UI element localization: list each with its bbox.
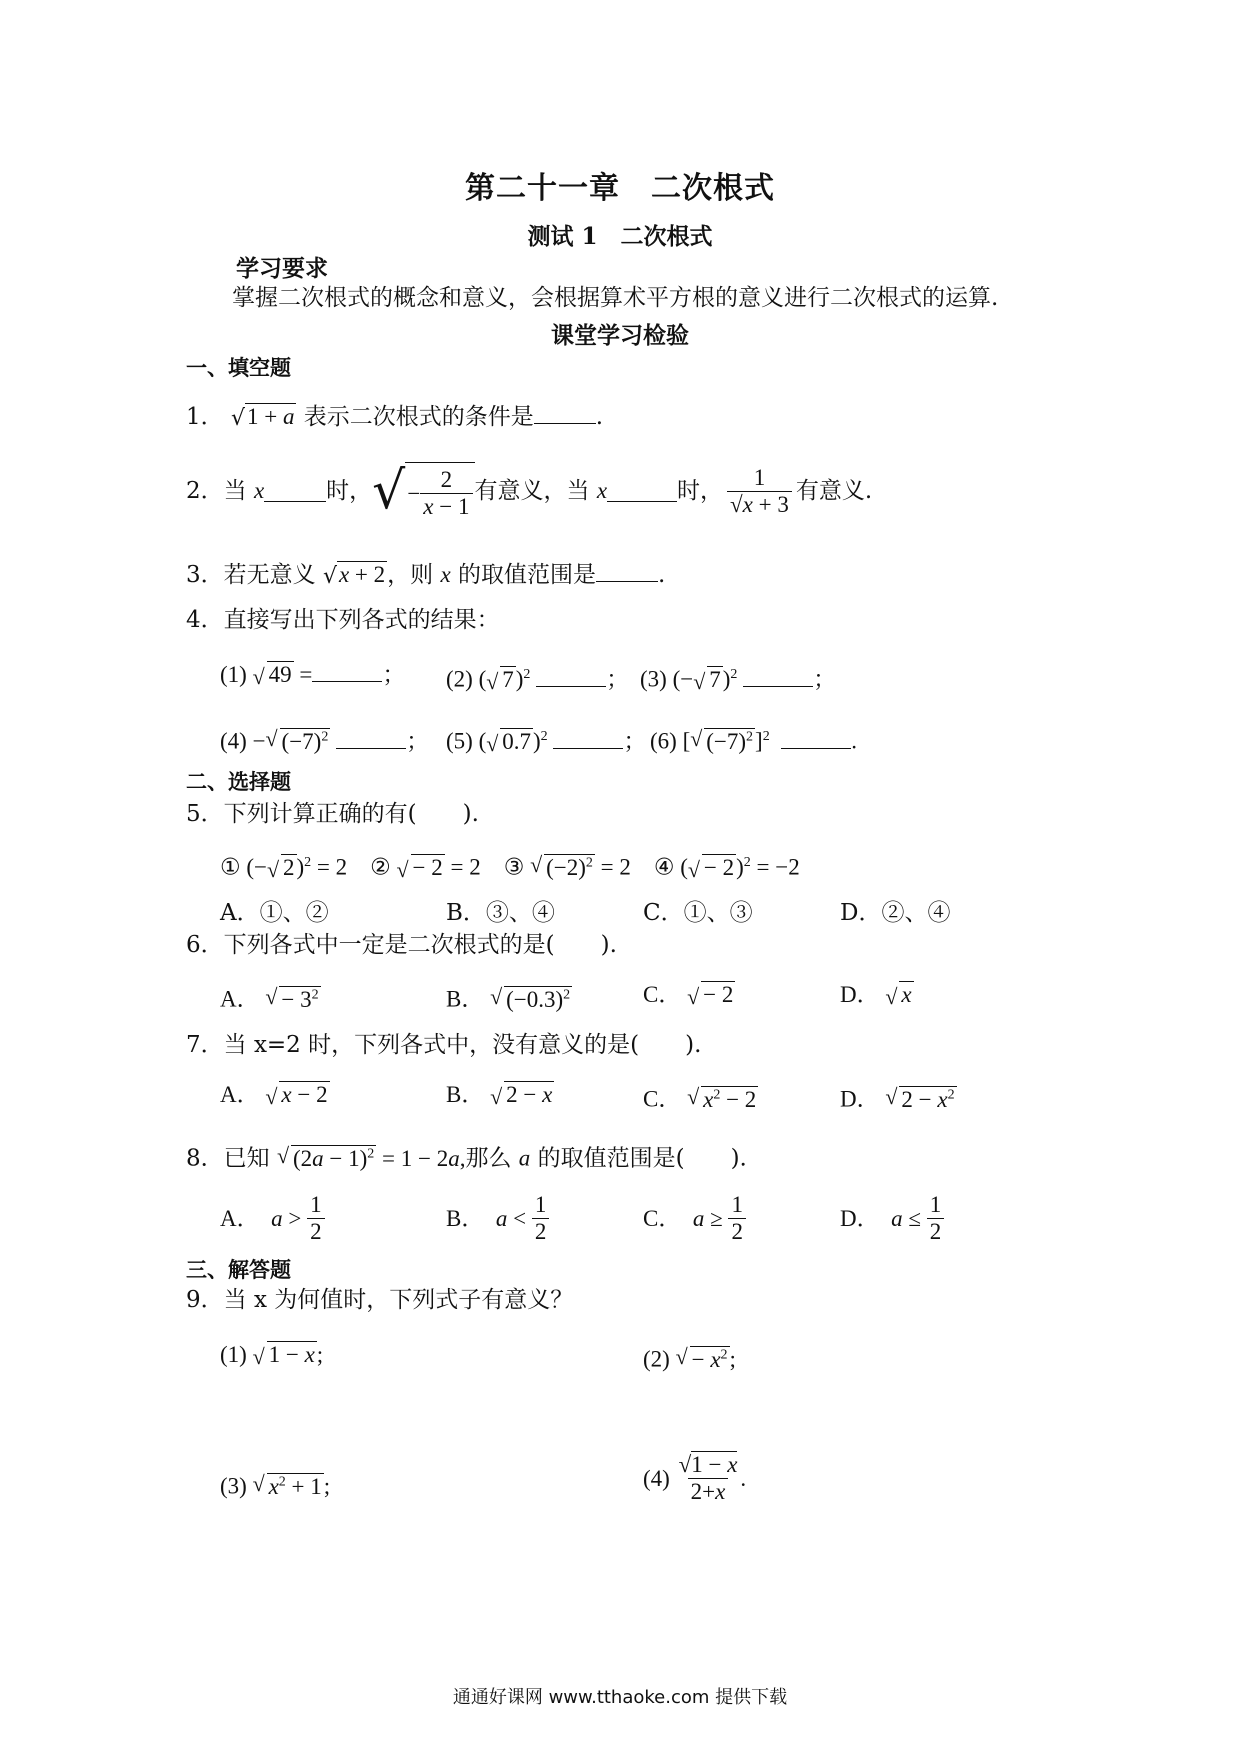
q4-part-3: (3) (− √ 7)$^2$ ；	[640, 666, 837, 694]
option-c[interactable]: C．①、③	[643, 900, 753, 926]
footer-text: 通通好课网 www.tthaoke.com 提供下载	[452, 1687, 788, 1708]
answer-blank[interactable]	[596, 561, 658, 582]
question-text: 表示二次根式的条件是	[303, 404, 534, 430]
radical-sign: √	[372, 461, 406, 522]
option-c[interactable]: C． √ − 2	[643, 982, 734, 1009]
question-7: 7．当 x=2 时，下列各式中，没有意义的是( ).	[186, 1032, 702, 1058]
q4-part-6: (6) [ √ $(-7)^2]^2$ .	[650, 726, 857, 754]
option-d[interactable]: D．②、④	[840, 900, 951, 926]
q9-part-1: (1) √ 1 − x;	[220, 1342, 324, 1369]
q4-part-2: (2) ( √ 7)$^2$ ；	[446, 666, 630, 694]
option-b[interactable]: B． √ 2 − x	[446, 1082, 553, 1109]
requirements-heading: 学习要求	[236, 255, 328, 282]
class-check-heading: 课堂学习检验	[551, 322, 689, 349]
option-d[interactable]: D． a ≤ $\frac{1}{2}$	[840, 1192, 944, 1246]
test-title: 测试 1 二次根式	[527, 223, 713, 250]
question-1: 1． √ 1 + a 表示二次根式的条件是 .	[186, 404, 604, 431]
q5-statements: ① (− √ 2)$^2$ = 2 ② √ − 2 = 2 ③ √ $(-2)^2 = 2$ ④ ( √ − 2)$^2$ = −2	[220, 852, 800, 882]
answer-blank[interactable]	[264, 481, 326, 502]
answer-blank[interactable]	[534, 403, 596, 424]
question-9: 9．当 x 为何值时，下列式子有意义？	[186, 1287, 574, 1313]
option-b[interactable]: B． √ $(-0.3)^2$	[446, 984, 571, 1012]
question-6: 6．下列各式中一定是二次根式的是( ).	[186, 932, 617, 958]
answer-blank[interactable]	[781, 728, 851, 749]
section-answer: 三、解答题	[186, 1257, 291, 1282]
fraction-expression: $\frac{1}{√x + 3}$	[727, 465, 792, 519]
q9-part-3: (3) √ $x^2 + 1$;	[220, 1471, 331, 1499]
option-c[interactable]: C． a ≥ $\frac{1}{2}$	[643, 1192, 746, 1246]
requirements-text: 掌握二次根式的概念和意义，会根据算术平方根的意义进行二次根式的运算.	[232, 285, 999, 311]
option-a[interactable]: A．①、②	[220, 900, 329, 926]
answer-blank[interactable]	[336, 728, 406, 749]
question-2: 2．当 x 时， √ − $\frac{2}{x - 1}$ 有意义，当 x 时， $\frac{1}{√x + 3}$ 有意义.	[186, 461, 873, 522]
option-b[interactable]: B．③、④	[446, 900, 555, 926]
answer-blank[interactable]	[536, 666, 606, 687]
q4-part-4: (4) − √ $(-7)^2$ ；	[220, 726, 430, 754]
q4-part-5: (5) ( √ 0.7)$^2$ ；	[446, 728, 647, 756]
q9-part-2: (2) √ − $x^2$;	[643, 1344, 736, 1372]
option-a[interactable]: A． √ x − 2	[220, 1082, 328, 1109]
option-d[interactable]: D． √ x	[840, 982, 912, 1009]
question-5: 5．下列计算正确的有( ).	[186, 801, 479, 827]
answer-blank[interactable]	[743, 666, 813, 687]
option-c[interactable]: C． √ $x^2 - 2$	[643, 1084, 757, 1112]
question-4: 4．直接写出下列各式的结果：	[186, 607, 500, 633]
chapter-title: 第二十一章 二次根式	[465, 171, 775, 206]
sqrt-fraction: − $\frac{2}{x - 1}$	[405, 462, 474, 521]
option-a[interactable]: A． √ − $3^2$	[220, 984, 319, 1012]
question-3: 3．若无意义 √ x + 2，则 x 的取值范围是 .	[186, 562, 666, 589]
sqrt-expression: √ x + 2	[322, 562, 386, 589]
answer-blank[interactable]	[312, 661, 382, 682]
option-b[interactable]: B． a < $\frac{1}{2}$	[446, 1192, 549, 1246]
section-fill-blank: 一、填空题	[186, 355, 291, 380]
q4-part-1: (1) √ 49 = ；	[220, 662, 406, 689]
answer-blank[interactable]	[553, 728, 623, 749]
q9-part-4: (4) $\frac{√1 - x}{2+x}$ .	[643, 1452, 747, 1505]
question-8: 8．已知 √ $(2a - 1)^2 = 1 - 2a$,那么 a 的取值范围是( ).	[186, 1143, 747, 1172]
question-number: 1．	[186, 404, 224, 430]
option-d[interactable]: D． √ $2 - x^2$	[840, 1084, 955, 1112]
section-choice: 二、选择题	[186, 769, 291, 794]
sqrt-expression: √ 1 + a	[230, 404, 295, 431]
option-a[interactable]: A． a > $\frac{1}{2}$	[220, 1192, 325, 1246]
answer-blank[interactable]	[607, 481, 677, 502]
